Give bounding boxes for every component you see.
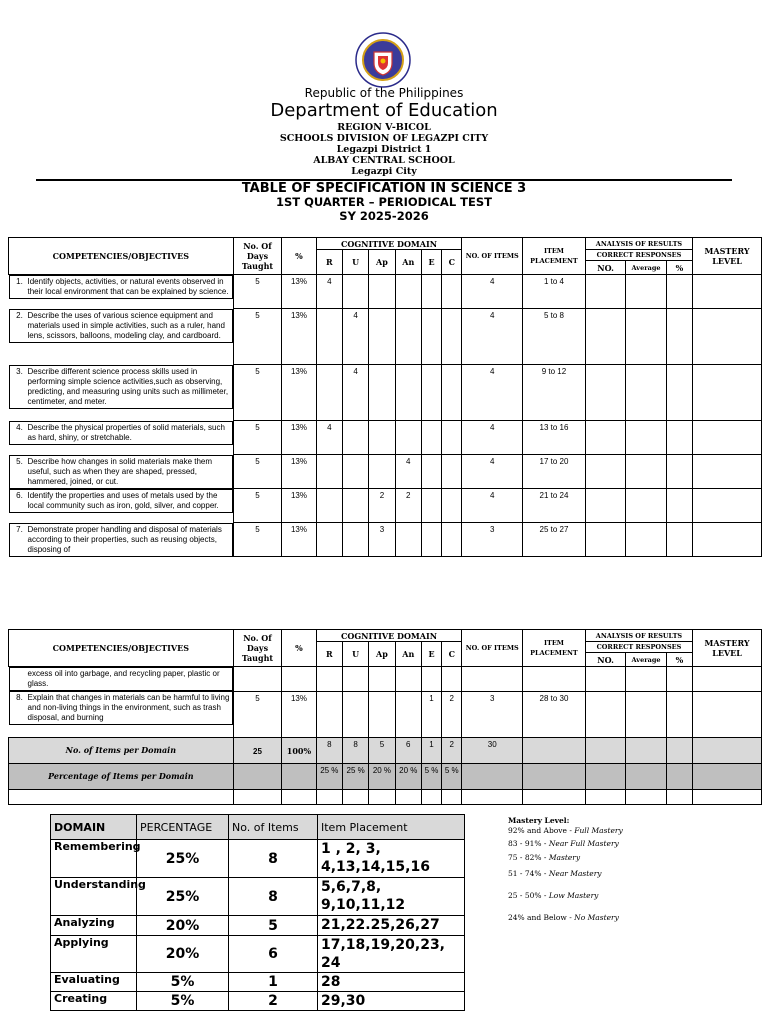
c-cell	[442, 275, 462, 309]
u-cell	[342, 523, 368, 557]
items-cell: 4	[462, 489, 523, 523]
domain-percentage: 5%	[137, 973, 229, 992]
an-cell	[395, 691, 421, 737]
domain-items: 8	[229, 840, 318, 878]
r-header: R	[316, 642, 342, 667]
domain-placement: 17,18,19,20,23, 24	[318, 936, 465, 973]
days-cell: 5	[233, 275, 282, 309]
days-header: No. Of Days Taught	[233, 630, 282, 667]
table-row	[51, 878, 465, 916]
items-cell: 3	[462, 523, 523, 557]
items-header: NO. OF ITEMS	[462, 630, 523, 667]
days-cell: 5	[233, 489, 282, 523]
table-row	[9, 365, 762, 421]
pct-cell: 13%	[282, 309, 316, 365]
pct-header: %	[666, 653, 692, 667]
pct-cell: 13%	[282, 275, 316, 309]
ap-cell	[369, 691, 395, 737]
days-cell: 5	[233, 365, 282, 421]
competencies-header: COMPETENCIES/OBJECTIVES	[9, 630, 234, 667]
mastery-legend-title: Mastery Level:	[508, 816, 570, 825]
specification-table-2	[8, 629, 762, 805]
domain-percentage: 25%	[137, 840, 229, 878]
an-cell	[395, 523, 421, 557]
ap-cell: 2	[369, 489, 395, 523]
e-cell	[421, 365, 441, 421]
quarter-subtitle: 1ST QUARTER – PERIODICAL TEST	[276, 195, 492, 209]
days-cell: 5	[233, 309, 282, 365]
total-c: 2	[442, 737, 462, 763]
pct-ap: 20 %	[369, 763, 395, 789]
ap-cell	[369, 275, 395, 309]
school-line: ALBAY CENTRAL SCHOOL	[313, 155, 455, 166]
domain-percentage: 20%	[137, 916, 229, 936]
table-row	[9, 789, 762, 804]
analysis-header: ANALYSIS OF RESULTS	[585, 238, 692, 250]
r-cell	[316, 455, 342, 489]
r-cell	[316, 309, 342, 365]
specification-table-1	[8, 237, 762, 557]
days-cell: 5	[233, 455, 282, 489]
ap-header: Ap	[369, 642, 395, 667]
total-items: 30	[462, 737, 523, 763]
totals-row	[9, 737, 762, 763]
domain-percentage: 20%	[137, 936, 229, 973]
deped-seal-icon	[355, 32, 411, 88]
days-header: No. Of Days Taught	[233, 238, 282, 275]
u-cell	[342, 455, 368, 489]
days-cell: 5	[233, 691, 282, 737]
total-e: 1	[421, 737, 441, 763]
table-row	[9, 691, 762, 737]
domain-percentage: 25%	[137, 878, 229, 916]
cognitive-domain-header: COGNITIVE DOMAIN	[316, 238, 462, 250]
u-header: U	[342, 642, 368, 667]
table-row	[51, 936, 465, 973]
placement-cell: 28 to 30	[523, 691, 586, 737]
placement-header: ITEM PLACEMENT	[523, 630, 586, 667]
mastery-legend	[508, 816, 623, 923]
correct-responses-header: CORRECT RESPONSES	[585, 250, 692, 261]
no-of-items-header: No. of Items	[229, 815, 318, 840]
c-cell	[442, 365, 462, 421]
page-title: TABLE OF SPECIFICATION IN SCIENCE 3	[241, 181, 527, 196]
objective-cell: 1. Identify objects, activities, or natural events observed in their local environment that can be explained by science.	[9, 275, 233, 299]
pct-r: 25 %	[316, 763, 342, 789]
table-row	[51, 916, 465, 936]
an-cell	[395, 275, 421, 309]
placement-cell: 5 to 8	[523, 309, 586, 365]
domain-items: 8	[229, 878, 318, 916]
an-cell	[395, 421, 421, 455]
items-cell: 3	[462, 691, 523, 737]
domain-name: Applying	[51, 936, 137, 973]
an-header: An	[395, 250, 421, 275]
mastery-item: 51 - 74% - Near Mastery	[508, 869, 602, 878]
pct-cell: 13%	[282, 421, 316, 455]
mastery-item: 75 - 82% - Mastery	[508, 853, 581, 862]
c-cell	[442, 489, 462, 523]
e-cell	[421, 309, 441, 365]
pct-e: 5 %	[421, 763, 441, 789]
objective-cell: 5. Describe how changes in solid materials make them useful, such as when they are shaped, pressed, hammered, joined, or cut.	[9, 455, 233, 489]
mastery-item: 83 - 91% - Near Full Mastery	[508, 839, 619, 848]
items-header: NO. OF ITEMS	[462, 238, 523, 275]
division-line: SCHOOLS DIVISION OF LEGAZPI CITY	[279, 133, 489, 144]
pct-cell: 13%	[282, 365, 316, 421]
domain-items: 5	[229, 916, 318, 936]
pct-cell: 13%	[282, 489, 316, 523]
percentages-row	[9, 763, 762, 789]
total-ap: 5	[369, 737, 395, 763]
total-r: 8	[316, 737, 342, 763]
objective-cell: 6. Identify the properties and uses of metals used by the local community such as iron, gold, silver, and copper.	[9, 489, 233, 513]
school-year: SY 2025-2026	[339, 209, 429, 223]
region-line: REGION V-BICOL	[337, 122, 431, 133]
table-row	[9, 421, 762, 455]
ap-cell	[369, 421, 395, 455]
c-cell	[442, 455, 462, 489]
domain-header: DOMAIN	[51, 815, 137, 840]
mastery-header: MASTERY LEVEL	[693, 238, 762, 275]
ap-cell	[369, 309, 395, 365]
days-cell: 5	[233, 421, 282, 455]
an-cell	[395, 365, 421, 421]
items-cell: 4	[462, 309, 523, 365]
r-cell: 4	[316, 421, 342, 455]
correct-responses-header: CORRECT RESPONSES	[585, 642, 692, 653]
an-cell	[395, 309, 421, 365]
percent-header: %	[282, 238, 316, 275]
placement-cell: 17 to 20	[523, 455, 586, 489]
placement-header: ITEM PLACEMENT	[523, 238, 586, 275]
u-cell: 4	[342, 365, 368, 421]
mastery-header: MASTERY LEVEL	[693, 630, 762, 667]
table-row	[51, 973, 465, 992]
ap-cell: 3	[369, 523, 395, 557]
e-cell	[421, 523, 441, 557]
mastery-item: 25 - 50% - Low Mastery	[508, 891, 599, 900]
totals-label: No. of Items per Domain	[9, 737, 234, 763]
analysis-header: ANALYSIS OF RESULTS	[585, 630, 692, 642]
domain-items: 2	[229, 992, 318, 1011]
domain-name: Analyzing	[51, 916, 137, 936]
no-header: NO.	[585, 261, 625, 275]
r-cell	[316, 489, 342, 523]
pct-an: 20 %	[395, 763, 421, 789]
table-row	[9, 275, 762, 309]
total-u: 8	[342, 737, 368, 763]
table-row	[9, 489, 762, 523]
no-header: NO.	[585, 653, 625, 667]
r-cell	[316, 365, 342, 421]
placement-cell: 1 to 4	[523, 275, 586, 309]
domain-placement: 5,6,7,8, 9,10,11,12	[318, 878, 465, 916]
district-line: Legazpi District 1	[336, 144, 432, 155]
objective-cell: 3. Describe different science process skills used in performing simple science activities,such as observing, predicting, and measuring using units such as millimeter, centimeter, and meter.	[9, 365, 233, 409]
department-title: Department of Education	[270, 100, 498, 121]
objective-cell: 8. Explain that changes in materials can be harmful to living and non-living things in the environment, such as trash disposal, and burning	[9, 691, 233, 725]
an-cell: 4	[395, 455, 421, 489]
cognitive-domain-header: COGNITIVE DOMAIN	[316, 630, 462, 642]
domain-name: Creating	[51, 992, 137, 1011]
table-row	[9, 309, 762, 365]
domain-name: Remembering	[51, 840, 137, 878]
c-header: C	[442, 642, 462, 667]
u-header: U	[342, 250, 368, 275]
e-cell	[421, 275, 441, 309]
pct-cell: 13%	[282, 523, 316, 557]
items-cell: 4	[462, 455, 523, 489]
total-an: 6	[395, 737, 421, 763]
c-cell	[442, 309, 462, 365]
item-placement-header: Item Placement	[318, 815, 465, 840]
days-cell: 5	[233, 523, 282, 557]
u-cell	[342, 691, 368, 737]
mastery-item: 24% and Below - No Mastery	[508, 913, 619, 922]
total-pct: 100%	[282, 737, 316, 763]
pct-cell: 13%	[282, 691, 316, 737]
pct-cell: 13%	[282, 455, 316, 489]
u-cell	[342, 275, 368, 309]
average-header: Average	[626, 261, 666, 275]
ap-header: Ap	[369, 250, 395, 275]
r-cell: 4	[316, 275, 342, 309]
u-cell	[342, 489, 368, 523]
r-cell	[316, 523, 342, 557]
items-cell: 4	[462, 421, 523, 455]
percentages-label: Percentage of Items per Domain	[9, 763, 234, 789]
table-row	[9, 523, 762, 557]
percent-header: %	[282, 630, 316, 667]
e-cell	[421, 421, 441, 455]
pct-c: 5 %	[442, 763, 462, 789]
e-cell: 1	[421, 691, 441, 737]
r-cell	[316, 691, 342, 737]
republic-text: Republic of the Philippines	[304, 86, 464, 100]
total-days: 25	[233, 737, 282, 763]
domain-placement: 29,30	[318, 992, 465, 1011]
placement-cell: 9 to 12	[523, 365, 586, 421]
percentage-header: PERCENTAGE	[137, 815, 229, 840]
domain-items: 6	[229, 936, 318, 973]
c-header: C	[442, 250, 462, 275]
items-cell: 4	[462, 365, 523, 421]
domain-name: Evaluating	[51, 973, 137, 992]
objective-cell: 4. Describe the physical properties of solid materials, such as hard, shiny, or stretchable.	[9, 421, 233, 445]
table-row	[9, 667, 762, 692]
pct-u: 25 %	[342, 763, 368, 789]
placement-cell: 13 to 16	[523, 421, 586, 455]
domain-placement: 21,22.25,26,27	[318, 916, 465, 936]
pct-header: %	[666, 261, 692, 275]
e-header: E	[421, 250, 441, 275]
r-header: R	[316, 250, 342, 275]
objective-cell: 2. Describe the uses of various science equipment and materials used in simple activities, such as a ruler, hand lens, scissors, balloons, modeling clay, and cardboard.	[9, 309, 233, 343]
objective-cell: 7. Demonstrate proper handling and disposal of materials according to their properties, such as reusing objects, disposing of	[9, 523, 233, 557]
an-cell: 2	[395, 489, 421, 523]
domain-summary-table	[50, 814, 465, 1011]
mastery-item: 92% and Above - Full Mastery	[508, 826, 623, 835]
e-cell	[421, 455, 441, 489]
an-header: An	[395, 642, 421, 667]
e-header: E	[421, 642, 441, 667]
placement-cell: 21 to 24	[523, 489, 586, 523]
c-cell	[442, 523, 462, 557]
u-cell: 4	[342, 309, 368, 365]
domain-placement: 28	[318, 973, 465, 992]
domain-items: 1	[229, 973, 318, 992]
c-cell	[442, 421, 462, 455]
placement-cell: 25 to 27	[523, 523, 586, 557]
e-cell	[421, 489, 441, 523]
domain-name: Understanding	[51, 878, 137, 916]
table-row	[9, 455, 762, 489]
domain-percentage: 5%	[137, 992, 229, 1011]
ap-cell	[369, 455, 395, 489]
c-cell: 2	[442, 691, 462, 737]
objective-continuation-cell: excess oil into garbage, and recycling paper, plastic or glass.	[9, 667, 233, 691]
competencies-header: COMPETENCIES/OBJECTIVES	[9, 238, 234, 275]
city-line: Legazpi City	[351, 166, 417, 177]
items-cell: 4	[462, 275, 523, 309]
u-cell	[342, 421, 368, 455]
table-row	[51, 992, 465, 1011]
average-header: Average	[626, 653, 666, 667]
ap-cell	[369, 365, 395, 421]
table-row	[51, 840, 465, 878]
domain-placement: 1 , 2, 3, 4,13,14,15,16	[318, 840, 465, 878]
